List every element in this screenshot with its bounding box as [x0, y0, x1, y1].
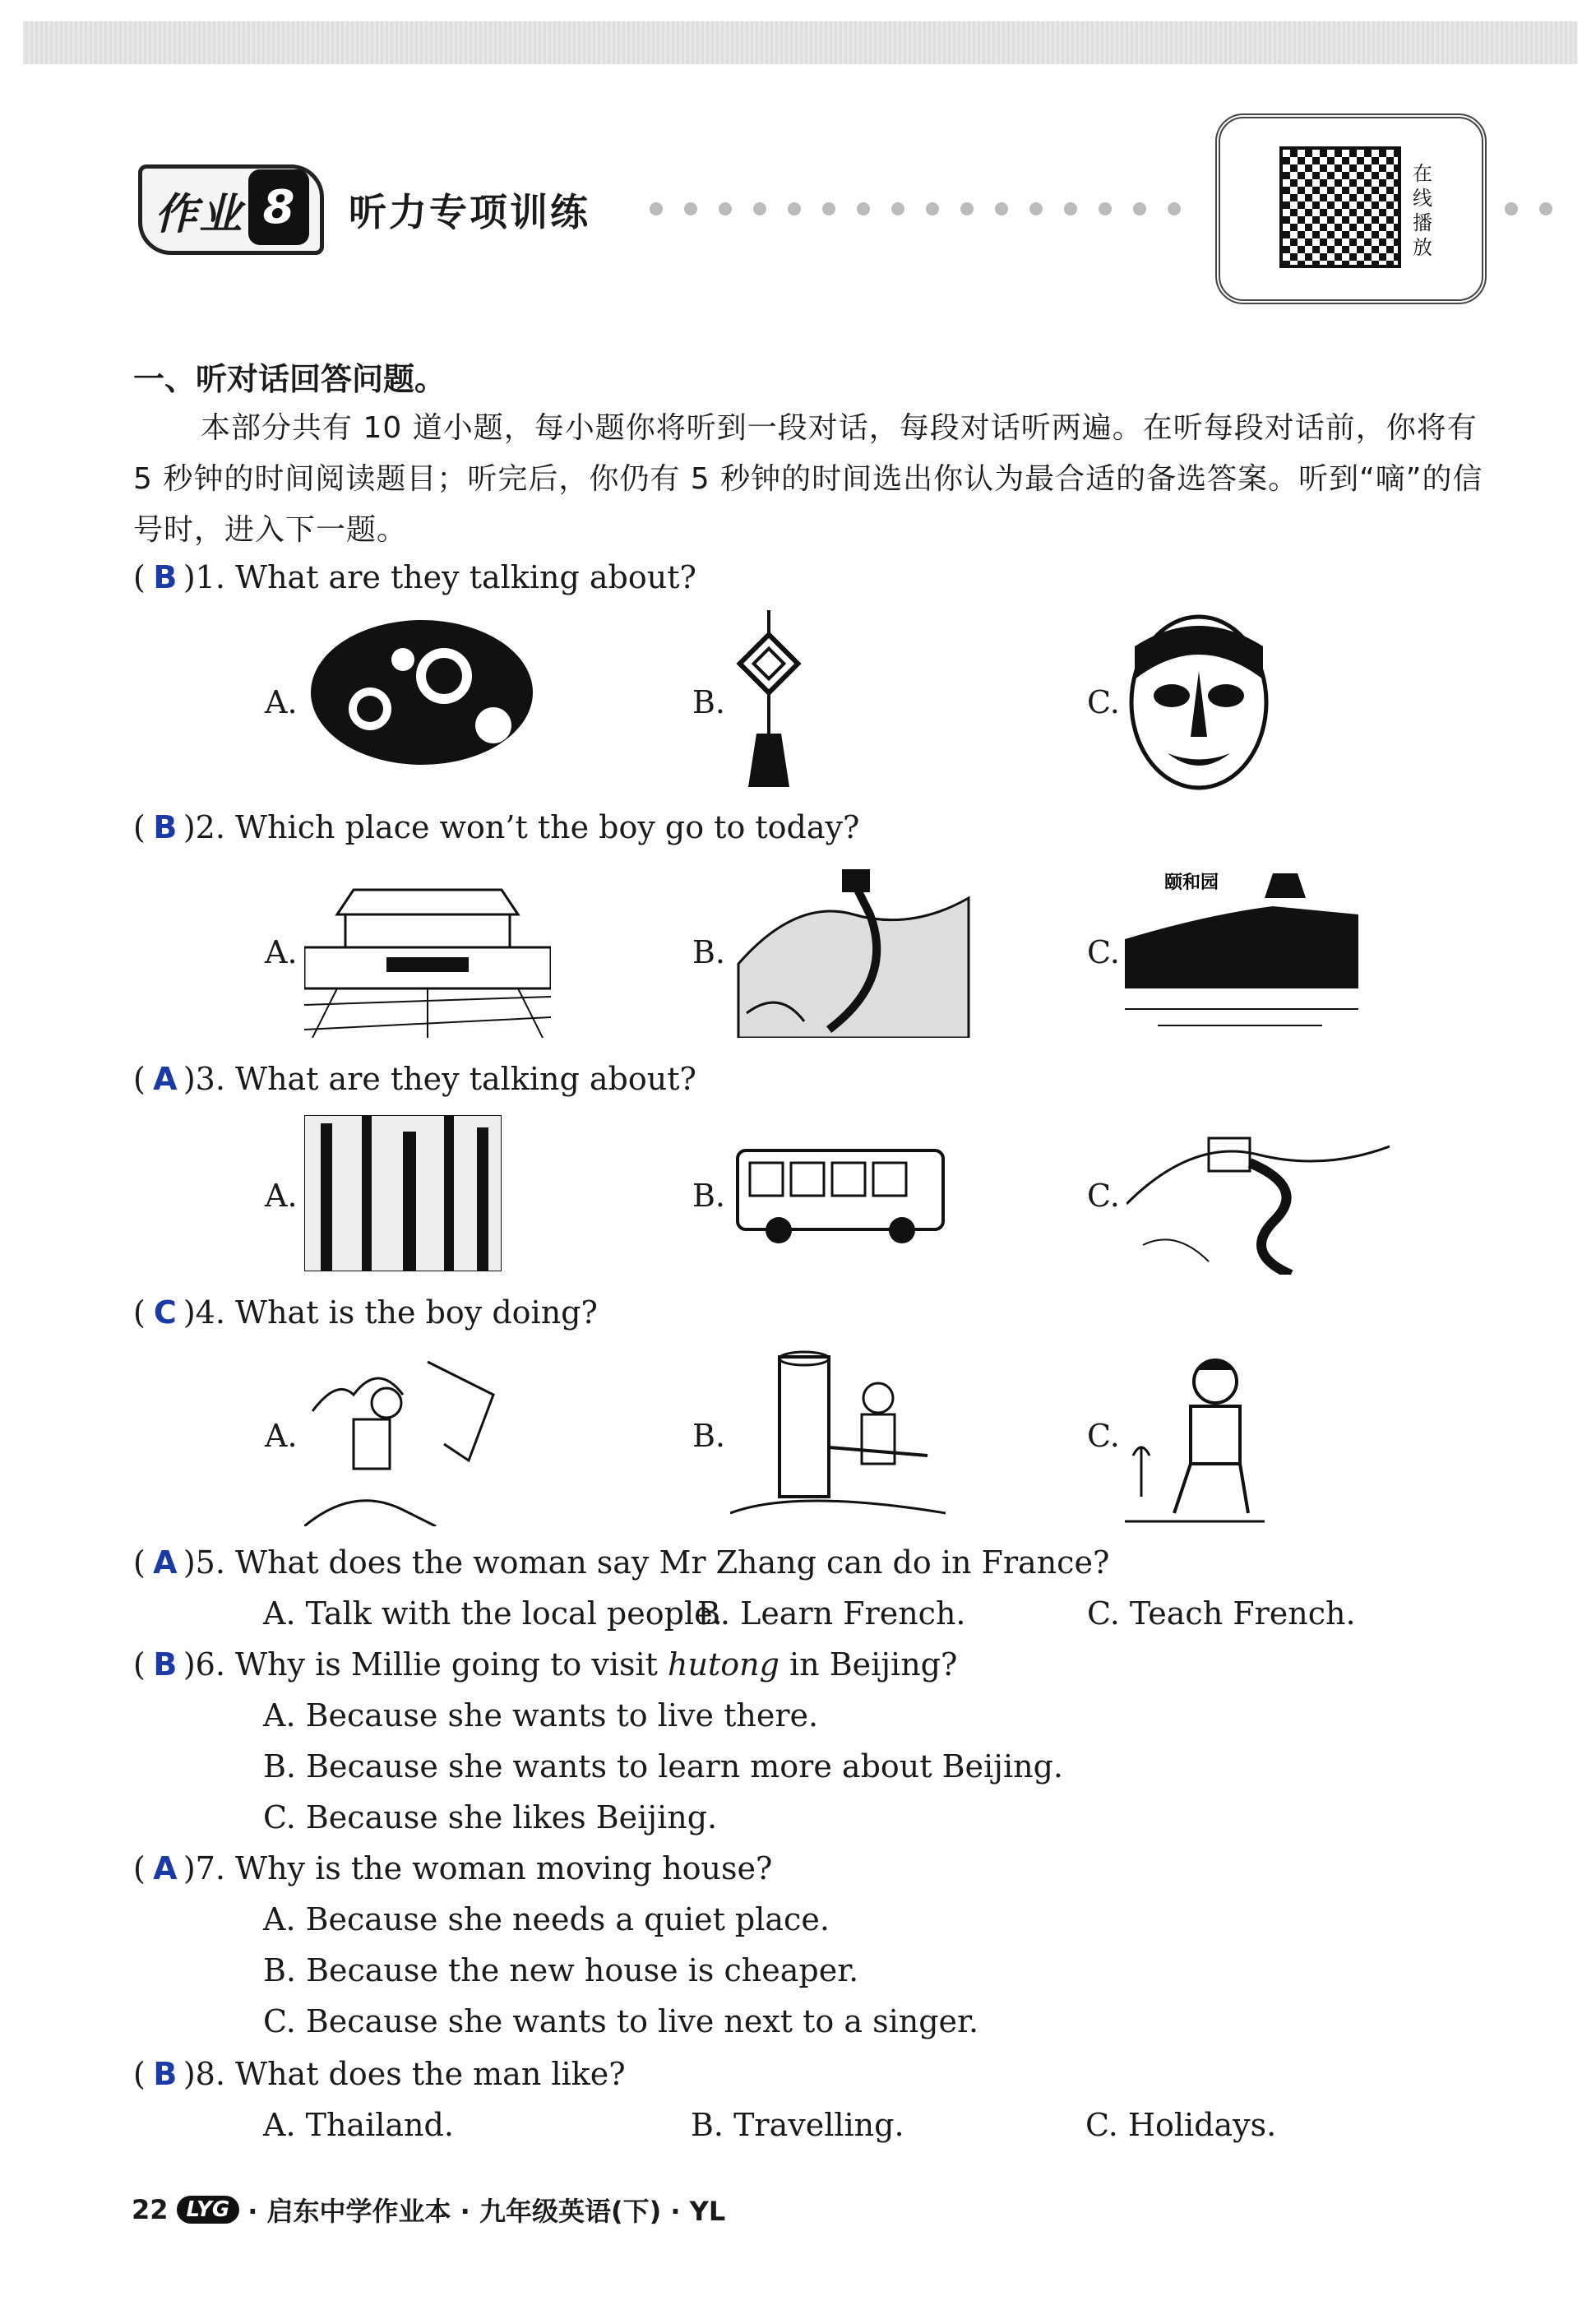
- question-4-text: What is the boy doing?: [235, 1294, 598, 1331]
- option-label: A.: [265, 684, 298, 720]
- option-label: A.: [265, 934, 298, 970]
- homework-tag-label: 作业: [155, 190, 244, 239]
- option-7a: A. Because she needs a quiet place.: [263, 1901, 830, 1937]
- page-title: 听力专项训练: [349, 190, 590, 234]
- option-label: A.: [265, 1418, 298, 1454]
- tiananmen-image: [304, 865, 551, 1038]
- question-7-text: Why is the woman moving house?: [235, 1850, 773, 1886]
- question-5: ( A )5. What does the woman say Mr Zhang can do in France?: [133, 1544, 1110, 1581]
- option-6c: C. Because she likes Beijing.: [263, 1799, 718, 1836]
- option-7c: C. Because she wants to live next to a singer.: [263, 2003, 979, 2039]
- bus-image: [733, 1146, 947, 1247]
- paper-cut-image: [304, 610, 539, 775]
- publisher-badge: LYG: [177, 2196, 240, 2224]
- answer-8: B: [153, 2056, 178, 2092]
- decorative-dots-right: [1505, 202, 1552, 215]
- option-6b: B. Because she wants to learn more about Beijing.: [263, 1748, 1063, 1785]
- option-label: B.: [692, 1418, 726, 1454]
- question-8-text: What does the man like?: [235, 2056, 626, 2092]
- answer-6: B: [153, 1646, 178, 1683]
- top-scan-band: [23, 21, 1577, 64]
- question-5-text: What does the woman say Mr Zhang can do in France?: [235, 1544, 1110, 1581]
- homework-number-badge: 8: [248, 169, 309, 245]
- question-3: ( A )3. What are they talking about?: [133, 1061, 696, 1097]
- question-1: ( B )1. What are they talking about?: [133, 559, 696, 595]
- page-footer: [132, 2191, 725, 2229]
- section-title: 一、听对话回答问题。: [133, 361, 446, 397]
- book-title: · 启东中学作业本 · 九年级英语(下) · YL: [247, 2196, 726, 2227]
- option-6a: A. Because she wants to live there.: [263, 1697, 819, 1734]
- answer-3: A: [153, 1061, 178, 1097]
- option-label: C.: [1087, 1418, 1120, 1454]
- question-3-text: What are they talking about?: [235, 1061, 696, 1097]
- option-5b: B. Learn French.: [697, 1595, 966, 1632]
- question-8: ( B )8. What does the man like?: [133, 2056, 626, 2092]
- qr-label: 在线播放: [1413, 162, 1432, 259]
- forest-image: [304, 1115, 502, 1271]
- option-label: B.: [692, 934, 726, 970]
- qr-code-icon[interactable]: [1279, 146, 1401, 268]
- answer-2: B: [153, 809, 178, 845]
- option-8a: A. Thailand.: [263, 2107, 454, 2143]
- option-label: C.: [1087, 1178, 1120, 1214]
- question-6-text: Why is Millie going to visit hutong in Beijing?: [235, 1646, 958, 1683]
- option-label: B.: [692, 684, 726, 720]
- page-number: 22: [132, 2194, 169, 2225]
- option-8c: C. Holidays.: [1085, 2107, 1277, 2143]
- boy-cutting-tree-image: [730, 1349, 946, 1521]
- question-1-text: What are they talking about?: [235, 559, 696, 595]
- option-label: B.: [692, 1178, 726, 1214]
- option-7b: B. Because the new house is cheaper.: [263, 1952, 859, 1988]
- answer-4: C: [153, 1294, 177, 1331]
- boy-climbing-image: [304, 1345, 502, 1526]
- section-instructions: 本部分共有 10 道小题，每小题你将听到一段对话，每段对话听两遍。在听每段对话前，你将有 5 秒钟的时间阅读题目；听完后，你仍有 5 秒钟的时间选出你认为最合适的备选答案。听到“嘀”的信号时，进入下一题。: [133, 411, 1483, 547]
- option-label: C.: [1087, 684, 1120, 720]
- answer-7: A: [153, 1850, 178, 1886]
- question-2: ( B )2. Which place won’t the boy go to today?: [133, 809, 860, 845]
- question-6: ( B )6. Why is Millie going to visit hutong in Beijing?: [133, 1646, 958, 1683]
- question-7: ( A )7. Why is the woman moving house?: [133, 1850, 773, 1886]
- svg-text:颐和园: 颐和园: [1164, 873, 1219, 893]
- answer-5: A: [153, 1544, 178, 1581]
- answer-1: B: [153, 559, 178, 595]
- option-label: C.: [1087, 934, 1120, 970]
- option-5c: C. Teach French.: [1087, 1595, 1356, 1632]
- option-8b: B. Travelling.: [691, 2107, 904, 2143]
- option-5a: A. Talk with the local people.: [263, 1595, 723, 1632]
- boy-planting-tree-image: [1125, 1349, 1265, 1531]
- question-4: ( C )4. What is the boy doing?: [133, 1294, 598, 1331]
- option-label: A.: [265, 1178, 298, 1214]
- opera-mask-image: [1126, 613, 1271, 791]
- summer-palace-image: [1125, 865, 1358, 1046]
- decorative-dots: [650, 202, 1181, 215]
- great-wall-image: [1126, 1122, 1390, 1275]
- great-wall-image: [730, 865, 977, 1038]
- question-2-text: Which place won’t the boy go to today?: [235, 809, 860, 845]
- chinese-knot-image: [724, 610, 814, 791]
